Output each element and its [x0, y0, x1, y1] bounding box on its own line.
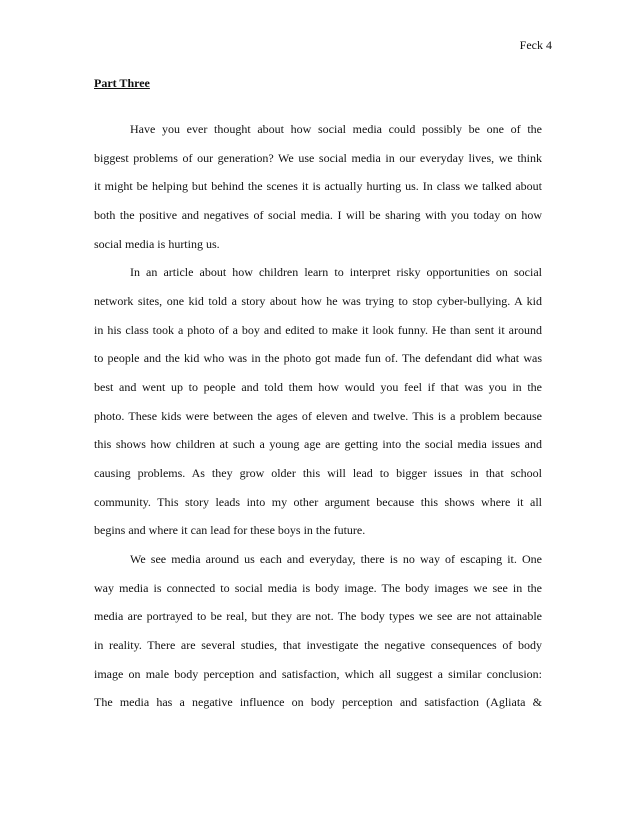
body-line-15: begins and where it can lead for these boys in the future.: [94, 523, 366, 537]
body-line-16: We see media around us each and everyday, there is no way of escaping it. One: [130, 552, 542, 566]
body-line-9: to people and the kid who was in the photo got made fun of. The defendant did what was: [94, 351, 542, 365]
body-line-3: it might be helping but behind the scenes it is actually hurting us. In class we talked about: [94, 179, 542, 193]
body-line-1: Have you ever thought about how social media could possibly be one of the: [130, 122, 542, 136]
body-line-19: in reality. There are several studies, that investigate the negative consequences of body: [94, 638, 542, 652]
body-line-21: The media has a negative influence on body perception and satisfaction (Agliata &: [94, 695, 542, 709]
body-line-12: this shows how children at such a young age are getting into the social media issues and: [94, 437, 542, 451]
body-line-20: image on male body perception and satisfaction, which all suggest a similar conclusion:: [94, 667, 542, 681]
body-line-2: biggest problems of our generation? We use social media in our everyday lives, we think: [94, 151, 542, 165]
body-line-14: community. This story leads into my other argument because this shows where it all: [94, 495, 542, 509]
body-line-11: photo. These kids were between the ages of eleven and twelve. This is a problem because: [94, 409, 542, 423]
body-line-8: in his class took a photo of a boy and edited to make it look funny. He than sent it around: [94, 323, 542, 337]
body-line-18: media are portrayed to be real, but they are not. The body types we see are not attainable: [94, 609, 542, 623]
body-line-13: causing problems. As they grow older this will lead to bigger issues in that school: [94, 466, 542, 480]
section-title: Part Three: [94, 76, 150, 90]
running-head-page-label: Feck 4: [519, 38, 552, 52]
body-line-7: network sites, one kid told a story about how he was trying to stop cyber-bullying. A kid: [94, 294, 542, 308]
body-line-17: way media is connected to social media is body image. The body images we see in the: [94, 581, 542, 595]
body-line-4: both the positive and negatives of social media. I will be sharing with you today on how: [94, 208, 542, 222]
body-line-6: In an article about how children learn to interpret risky opportunities on social: [130, 265, 542, 279]
body-line-10: best and went up to people and told them how would you feel if that was you in the: [94, 380, 542, 394]
body-line-5: social media is hurting us.: [94, 237, 220, 251]
